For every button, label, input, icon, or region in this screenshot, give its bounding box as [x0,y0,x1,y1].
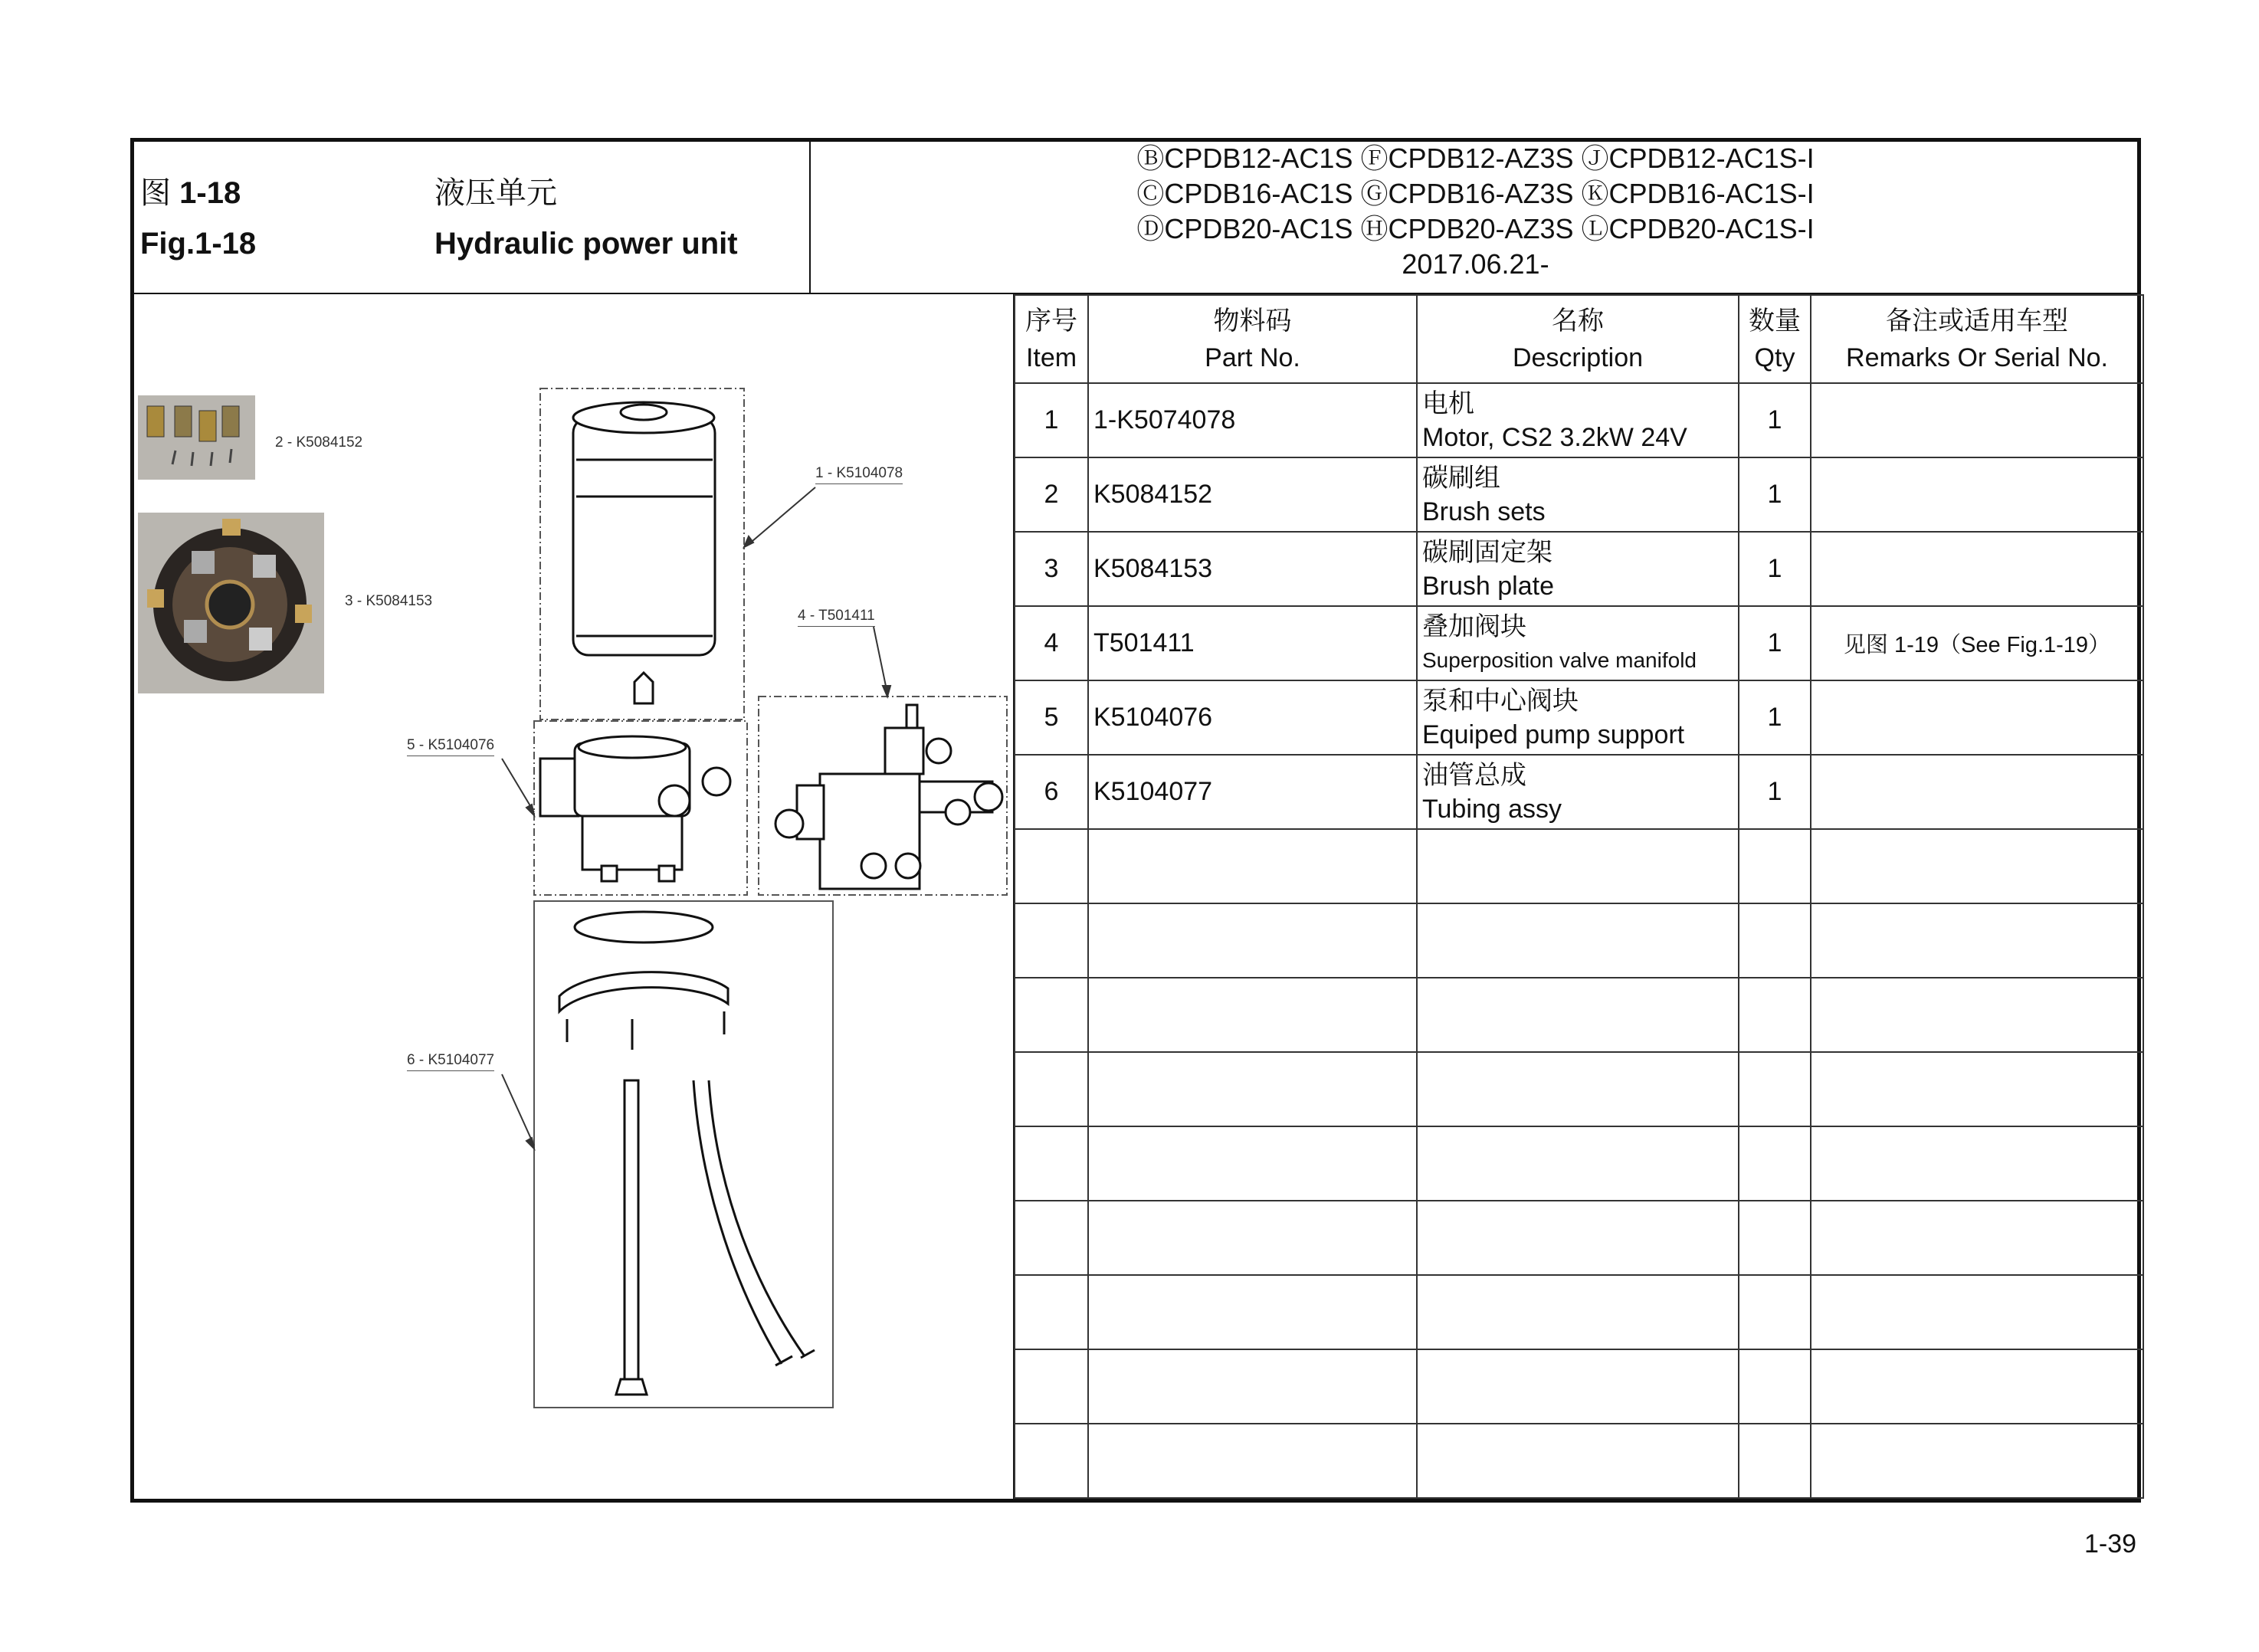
item-text: 1 [1044,405,1059,434]
item-cell [1015,903,1088,978]
title-cn-name: 液压单元 [434,176,557,210]
header-qty: 数量 Qty [1739,295,1811,383]
description-text: 泵和中心阀块 [1422,686,1579,716]
item-text: 6 [1044,777,1059,806]
callout-brush-sets: 2 - K5084152 [275,434,363,451]
qty-cell [1739,1201,1811,1275]
qty-cell [1739,1349,1811,1424]
table-row [1015,532,2143,606]
remarks-cell [1811,383,2143,457]
item-cell [1015,1052,1088,1126]
qty-text: 1 [1767,628,1782,657]
description-text: 叠加阀块 [1422,611,1526,641]
remarks-cell [1811,829,2143,903]
title-cn-number: 1-18 [179,176,241,210]
item-cell [1015,532,1088,606]
model-line: ⒷCPDB12-AC1S ⒻCPDB12-AZ3S ⒿCPDB12-AC1S-I [1136,143,1815,174]
qty-text: 1 [1767,480,1782,509]
part-no-cell [1088,1201,1417,1275]
table-row [1015,383,2143,457]
header-item: 序号 Item [1015,295,1088,383]
remarks-cell [1811,1052,2143,1126]
table-row [1015,1052,2143,1126]
part-no-cell [1088,755,1417,829]
part-no-text: K5084152 [1093,480,1213,509]
qty-cell [1739,1275,1811,1349]
qty-text: 1 [1767,777,1782,806]
description-cell [1417,903,1739,978]
parts-table [1014,294,2144,1499]
pump-drawing [540,736,730,881]
remarks-cell [1811,1424,2143,1498]
table-row [1015,903,2143,978]
description-cell [1417,755,1739,829]
qty-text: 1 [1767,405,1782,434]
qty-cell [1739,457,1811,532]
header-remarks: 备注或适用车型 Remarks Or Serial No. [1811,295,2143,383]
remarks-text: 见图 1-19（See Fig.1-19） [1843,633,2111,657]
remarks-cell [1811,680,2143,755]
callout-valve-manifold: 4 - T501411 [798,607,875,627]
valve-drawing [775,705,1002,889]
table-header-row [1015,295,2143,383]
remarks-cell [1811,978,2143,1052]
qty-cell [1739,383,1811,457]
part-no-cell [1088,978,1417,1052]
description-cell [1417,606,1739,680]
qty-cell [1739,903,1811,978]
description-text: Superposition valve manifold [1422,647,1697,672]
title-en-name: Hydraulic power unit [434,227,738,261]
item-cell [1015,1126,1088,1201]
item-text: 4 [1044,628,1059,657]
table-row [1015,829,2143,903]
table-row [1015,978,2143,1052]
qty-cell [1739,1052,1811,1126]
title-cn-prefix: 图 [140,176,171,210]
description-cell [1417,680,1739,755]
part-no-cell [1088,532,1417,606]
effective-date: 2017.06.21- [1402,248,1549,280]
remarks-cell [1811,1275,2143,1349]
remarks-cell [1811,1126,2143,1201]
description-cell [1417,1201,1739,1275]
item-cell [1015,457,1088,532]
qty-cell [1739,978,1811,1052]
part-no-cell [1088,680,1417,755]
item-text: 5 [1044,703,1059,732]
description-cell [1417,532,1739,606]
description-text: Brush sets [1422,497,1546,526]
table-row [1015,755,2143,829]
qty-cell [1739,1126,1811,1201]
remarks-cell [1811,1349,2143,1424]
remarks-cell [1811,606,2143,680]
table-row [1015,1126,2143,1201]
callout-pump-support: 5 - K5104076 [407,736,494,756]
item-cell [1015,1349,1088,1424]
description-text: Equiped pump support [1422,719,1685,749]
motor-drawing [573,402,715,703]
description-cell [1417,1424,1739,1498]
item-cell [1015,755,1088,829]
page-number: 1-39 [2084,1529,2137,1559]
item-cell [1015,1201,1088,1275]
item-cell [1015,978,1088,1052]
tubing-drawing [559,912,815,1395]
remarks-cell [1811,1201,2143,1275]
table-row [1015,457,2143,532]
qty-cell [1739,829,1811,903]
table-row [1015,1275,2143,1349]
remarks-cell [1811,457,2143,532]
callout-brush-plate: 3 - K5084153 [345,593,433,609]
description-cell [1417,1052,1739,1126]
callout-tubing: 6 - K5104077 [407,1051,494,1071]
part-no-cell [1088,1052,1417,1126]
qty-cell [1739,755,1811,829]
description-cell [1417,383,1739,457]
description-cell [1417,457,1739,532]
part-no-text: T501411 [1093,628,1195,657]
part-no-cell [1088,1275,1417,1349]
description-text: 碳刷固定架 [1422,537,1552,567]
part-no-cell [1088,457,1417,532]
description-text: 碳刷组 [1422,463,1500,493]
qty-cell [1739,680,1811,755]
table-row [1015,606,2143,680]
table-row [1015,1424,2143,1498]
description-cell [1417,1126,1739,1201]
part-no-cell [1088,606,1417,680]
description-cell [1417,978,1739,1052]
description-cell [1417,1349,1739,1424]
item-cell [1015,680,1088,755]
remarks-cell [1811,532,2143,606]
callout-motor: 1 - K5104078 [815,464,903,484]
item-text: 2 [1044,480,1059,509]
header-description: 名称 Description [1417,295,1739,383]
remarks-cell [1811,755,2143,829]
table-row [1015,680,2143,755]
table-row [1015,1349,2143,1424]
part-no-cell [1088,903,1417,978]
item-cell [1015,1424,1088,1498]
model-line: ⒹCPDB20-AC1S ⒽCPDB20-AZ3S ⓁCPDB20-AC1S-I [1136,213,1815,244]
part-no-cell [1088,1126,1417,1201]
header-part-no: 物料码 Part No. [1088,295,1417,383]
qty-cell [1739,532,1811,606]
item-cell [1015,606,1088,680]
table-row [1015,1201,2143,1275]
part-no-text: K5104076 [1093,703,1213,732]
remarks-cell [1811,903,2143,978]
description-cell [1417,829,1739,903]
part-no-cell [1088,1424,1417,1498]
part-no-cell [1088,383,1417,457]
item-text: 3 [1044,554,1059,583]
part-no-text: 1-K5074078 [1093,405,1236,434]
qty-cell [1739,606,1811,680]
item-cell [1015,1275,1088,1349]
part-no-cell [1088,1349,1417,1424]
description-text: 电机 [1422,388,1474,418]
title-en-number: Fig.1-18 [140,227,257,261]
qty-text: 1 [1767,554,1782,583]
description-text: Tubing assy [1422,794,1562,824]
qty-cell [1739,1424,1811,1498]
description-text: Brush plate [1422,571,1554,601]
description-text: 油管总成 [1422,760,1526,790]
part-no-text: K5104077 [1093,777,1213,806]
description-cell [1417,1275,1739,1349]
qty-text: 1 [1767,703,1782,732]
part-no-cell [1088,829,1417,903]
item-cell [1015,383,1088,457]
part-no-text: K5084153 [1093,554,1213,583]
description-text: Motor, CS2 3.2kW 24V [1422,422,1687,452]
model-line: ⒸCPDB16-AC1S ⒼCPDB16-AZ3S ⓀCPDB16-AC1S-I [1136,178,1815,209]
item-cell [1015,829,1088,903]
